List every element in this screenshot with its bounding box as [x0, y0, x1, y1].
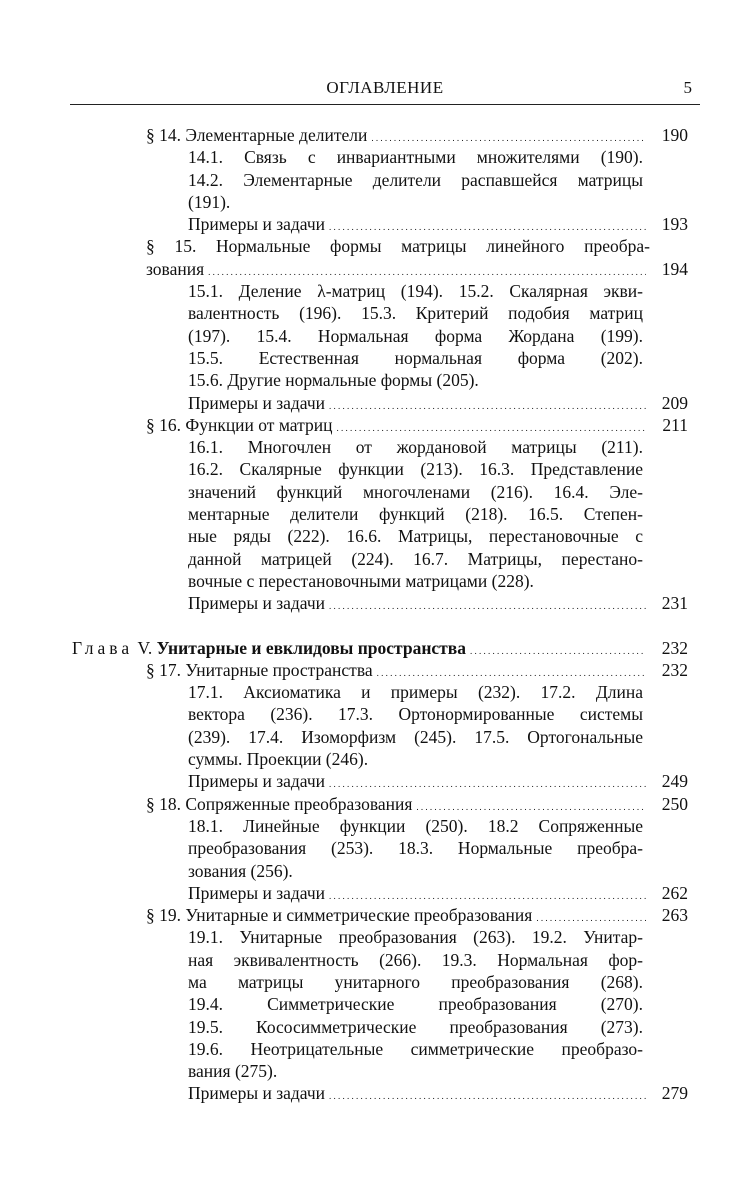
page-number: 209: [661, 392, 688, 413]
section-title: § 16. Функции от матриц: [146, 414, 333, 435]
page-number: 211: [662, 414, 688, 435]
subsection-line: 19.5. Кососимметрические преобразования (273).: [188, 1016, 643, 1037]
page-number: 249: [661, 771, 688, 792]
subsection-line: 14.2. Элементарные делители распавшейся матрицы: [188, 169, 643, 190]
toc-examples-18: [0, 882, 756, 904]
page-number: 194: [661, 258, 688, 279]
page-number: 262: [661, 882, 688, 903]
toc-examples-15: [0, 392, 756, 414]
chapter-number: V.: [137, 637, 153, 658]
section-title: § 18. Сопряженные преобразования: [146, 793, 413, 814]
subsection-line: вочные с перестановочными матрицами (228).: [188, 570, 534, 591]
subsection-line: 19.6. Неотрицательные симметрические преобразо-: [188, 1038, 643, 1059]
toc-section-16: [0, 414, 756, 436]
examples-label: Примеры и задачи: [188, 214, 326, 235]
subsection-line: значений функций многочленами (216). 16.4. Эле-: [188, 481, 643, 502]
header-page-number: 5: [683, 78, 692, 97]
subsection-line: 19.4. Симметрические преобразования (270).: [188, 994, 643, 1015]
subsection-line: ные ряды (222). 16.6. Матрицы, перестановочные с: [188, 526, 643, 547]
subsection-line: 18.1. Линейные функции (250). 18.2 Сопряженные: [188, 815, 643, 836]
toc-section-19: [0, 904, 756, 926]
subsection-line: вания (275).: [188, 1061, 278, 1082]
toc-examples-16: [0, 592, 756, 614]
examples-label: Примеры и задачи: [188, 392, 326, 413]
subsection-line: (239). 17.4. Изоморфизм (245). 17.5. Ортогональные: [188, 726, 643, 747]
toc-examples-17: [0, 770, 756, 792]
page-number: 263: [661, 905, 688, 926]
toc-section-15: [0, 235, 756, 257]
examples-label: Примеры и задачи: [188, 1083, 326, 1104]
examples-label: Примеры и задачи: [188, 882, 326, 903]
page-number: 232: [661, 659, 688, 680]
chapter-prefix: Глава: [72, 637, 134, 658]
page-number: 232: [661, 637, 688, 658]
subsection-line: 17.1. Аксиоматика и примеры (232). 17.2. Длина: [188, 682, 643, 703]
page-number: 190: [661, 125, 688, 145]
toc-chapter-5: [0, 637, 756, 659]
section-title: § 14. Элементарные делители: [146, 125, 368, 145]
subsection-line: вектора (236). 17.3. Ортонормированные системы: [188, 704, 643, 725]
page-number: 193: [661, 214, 688, 235]
page-number: 231: [661, 593, 688, 614]
header-title: ОГЛАВЛЕНИЕ: [326, 78, 444, 97]
subsection-line: ментарные делители функций (218). 16.5. Степен-: [188, 504, 643, 525]
section-title-cont: зования: [146, 258, 205, 279]
subsection-line: преобразования (253). 18.3. Нормальные преобра-: [188, 838, 643, 859]
page-number: 250: [661, 793, 688, 814]
subsection-line: зования (256).: [188, 860, 293, 881]
subsection-line: данной матрицей (224). 16.7. Матрицы, перестано-: [188, 548, 643, 569]
toc-examples-19: [0, 1082, 756, 1104]
subsection-line: 15.5. Естественная нормальная форма (202).: [188, 347, 643, 368]
subsection-line: валентность (196). 15.3. Критерий подобия матриц: [188, 303, 643, 324]
chapter-gap: [0, 615, 756, 637]
running-header: [70, 78, 700, 102]
subsection-line: 15.6. Другие нормальные формы (205).: [188, 370, 479, 391]
header-rule: [70, 104, 700, 105]
section-title: § 17. Унитарные пространства: [146, 659, 373, 680]
leader-dots: [329, 1082, 646, 1107]
section-title: § 15. Нормальные формы матрицы линейного преобра-: [146, 236, 650, 257]
toc-section-14: [0, 124, 756, 146]
table-of-contents: [0, 124, 756, 1105]
toc-section-18: [0, 793, 756, 815]
subsection-line: ная эквивалентность (266). 19.3. Нормальная фор-: [188, 949, 643, 970]
section-title: § 19. Унитарные и симметрические преобразования: [146, 905, 533, 926]
subsection-line: ма матрицы унитарного преобразования (268).: [188, 971, 643, 992]
subsection-line: 15.1. Деление λ-матриц (194). 15.2. Скалярная экви-: [188, 281, 643, 302]
toc-section-15-cont: [0, 258, 756, 280]
subsection-line: 19.1. Унитарные преобразования (263). 19.2. Унитар-: [188, 927, 643, 948]
subsection-line: (191).: [188, 191, 231, 212]
leader-dots: [329, 592, 646, 617]
examples-label: Примеры и задачи: [188, 771, 326, 792]
toc-section-17: [0, 659, 756, 681]
chapter-title: Унитарные и евклидовы пространства: [156, 637, 466, 658]
subsection-line: (197). 15.4. Нормальная форма Жордана (199).: [188, 325, 643, 346]
subsection-line: 16.2. Скалярные функции (213). 16.3. Представление: [188, 459, 643, 480]
subsection-line: суммы. Проекции (246).: [188, 749, 369, 770]
subsection-line: 14.1. Связь с инвариантными множителями (190).: [188, 147, 643, 168]
page-number: 279: [661, 1083, 688, 1104]
subsection-line: 16.1. Многочлен от жордановой матрицы (211).: [188, 437, 643, 458]
examples-label: Примеры и задачи: [188, 593, 326, 614]
toc-examples-14: [0, 213, 756, 235]
